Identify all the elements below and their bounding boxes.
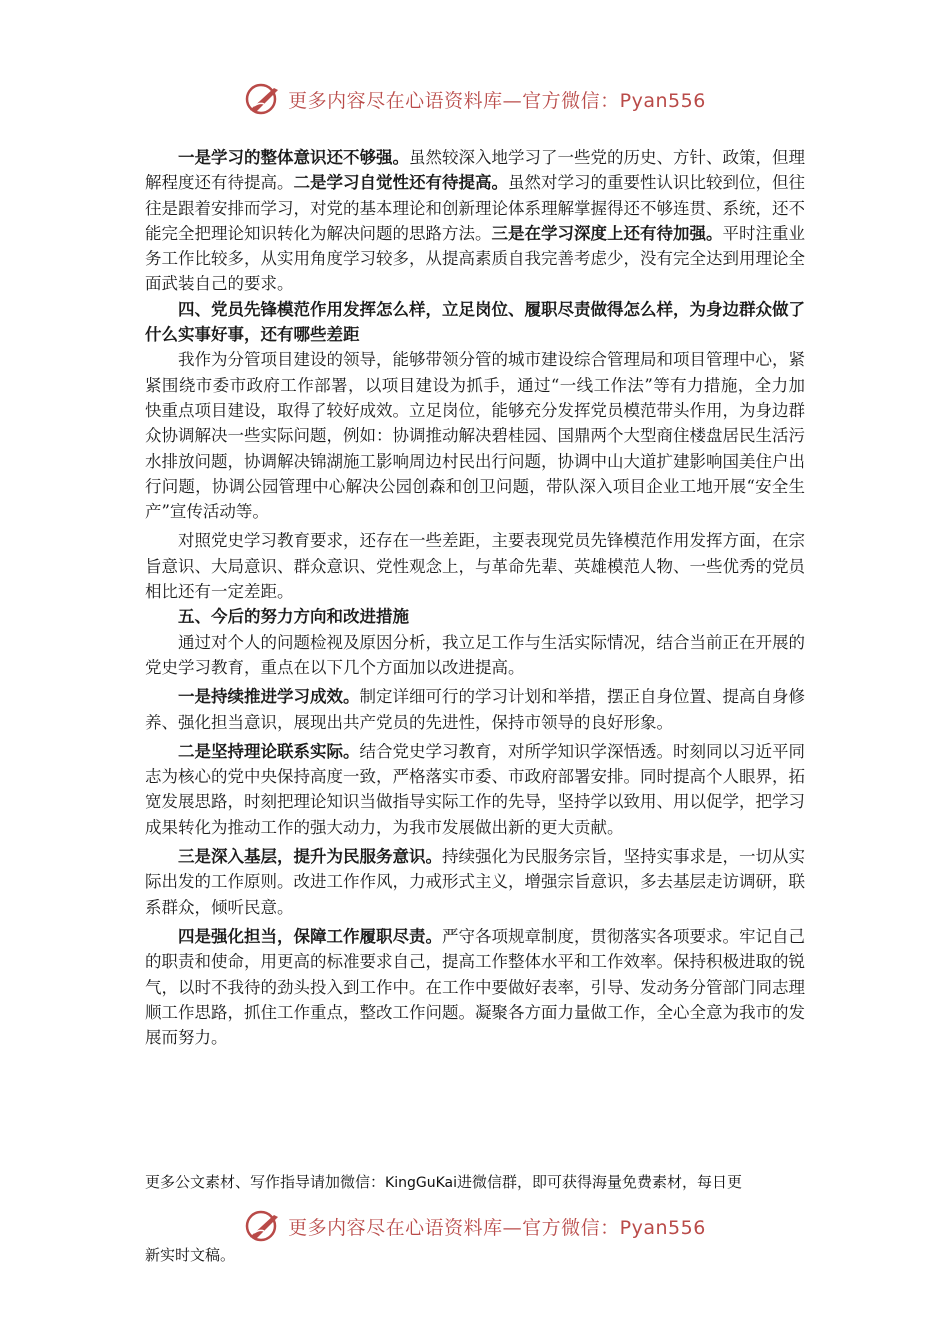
paragraph-intro-measures: 通过对个人的问题检视及原因分析，我立足工作与生活实际情况，结合当前正在开展的党史学习教育，重点在以下几个方面加以改进提高。 xyxy=(145,632,805,677)
paragraph-measure-2: 二是坚持理论联系实际。结合党史学习教育，对所学知识学深悟透。时刻同以习近平同志为核心的党中央保持高度一致，严格落实市委、市政府部署安排。同时提高个人眼界，拓宽发展思路，时刻把理论知识当做指导实际工作的先导，坚持学以致用、用以促学，把学习成果转化为推动工作的强大动力，为我市发展做出新的更大贡献。 xyxy=(145,741,805,837)
watermark-banner-top xyxy=(0,82,950,116)
section-heading-5: 五、今后的努力方向和改进措施 xyxy=(178,607,409,627)
footer-wechat-id: KingGuKai xyxy=(385,1175,457,1191)
watermark-banner-bottom xyxy=(0,1209,950,1243)
pen-logo-icon xyxy=(244,1209,284,1243)
footer-note: 更多公文素材、写作指导请加微信：KingGuKai进微信群，即可获得海量免费素材，每日更 xyxy=(145,1173,742,1191)
pen-logo-icon xyxy=(244,82,284,116)
paragraph-gaps: 对照党史学习教育要求，还存在一些差距，主要表现党员先锋模范作用发挥方面，在宗旨意识、大局意识、群众意识、党性观念上，与革命先辈、英雄模范人物、一些优秀的党员相比还有一定差距。 xyxy=(145,531,805,602)
document-body xyxy=(145,145,805,1050)
paragraph-study-issues: 一是学习的整体意识还不够强。虽然较深入地学习了一些党的历史、方针、政策，但理解程度还有待提高。二是学习自觉性还有待提高。虽然对学习的重要性认识比较到位，但往往是跟着安排而学习，对党的基本理论和创新理论体系理解掌握得还不够连贯、系统，还不能完全把理论知识转化为解决问题的思路方法。三是在学习深度上还有待加强。平时注重业务工作比较多，从实用角度学习较多，从提高素质自我完善考虑少，没有完全达到用理论全面武装自己的要求。 xyxy=(145,148,805,294)
section-heading-4: 四、党员先锋模范作用发挥怎么样，立足岗位、履职尽责做得怎么样，为身边群众做了什么实事好事，还有哪些差距 xyxy=(145,299,805,345)
paragraph-measure-4: 四是强化担当，保障工作履职尽责。严守各项规章制度，贯彻落实各项要求。牢记自己的职责和使命，用更高的标准要求自己，提高工作整体水平和工作效率。保持积极进取的锐气，以时不我待的劲头投入到工作中。在工作中要做好表率，引导、发动务分管部门同志理顺工作思路，抓住工作重点，整改工作问题。凝聚各方面力量做工作，全心全意为我市的发展而努力。 xyxy=(145,926,805,1048)
watermark-text: 更多内容尽在心语资料库—官方微信：Pyan556 xyxy=(288,1216,706,1239)
watermark-wechat-id: Pyan556 xyxy=(619,89,706,112)
paragraph-measure-1: 一是持续推进学习成效。制定详细可行的学习计划和举措，摆正自身位置、提高自身修养、强化担当意识，展现出共产党员的先进性，保持市领导的良好形象。 xyxy=(145,687,805,732)
watermark-wechat-id: Pyan556 xyxy=(619,1216,706,1239)
watermark-text: 更多内容尽在心语资料库—官方微信：Pyan556 xyxy=(288,89,706,112)
footer-note-continued: 新实时文稿。 xyxy=(145,1246,236,1264)
paragraph-measure-3: 三是深入基层，提升为民服务意识。持续强化为民服务宗旨，坚持实事求是，一切从实际出发的工作原则。改进工作作风，力戒形式主义，增强宗旨意识，多去基层走访调研，联系群众，倾听民意。 xyxy=(145,847,805,917)
paragraph-role-duties: 我作为分管项目建设的领导，能够带领分管的城市建设综合管理局和项目管理中心，紧紧围绕市委市政府工作部署，以项目建设为抓手，通过“一线工作法”等有力措施，全力加快重点项目建设，取得了较好成效。立足岗位，能够充分发挥党员模范带头作用，为身边群众协调解决一些实际问题，例如：协调推动解决碧桂园、国鼎两个大型商住楼盘居民生活污水排放问题，协调解决锦湖施工影响周边村民出行问题，协调中山大道扩建影响国美住户出行问题，协调公园管理中心解决公园创森和创卫问题，带队深入项目企业工地开展“安全生产”宣传活动等。 xyxy=(145,350,805,522)
